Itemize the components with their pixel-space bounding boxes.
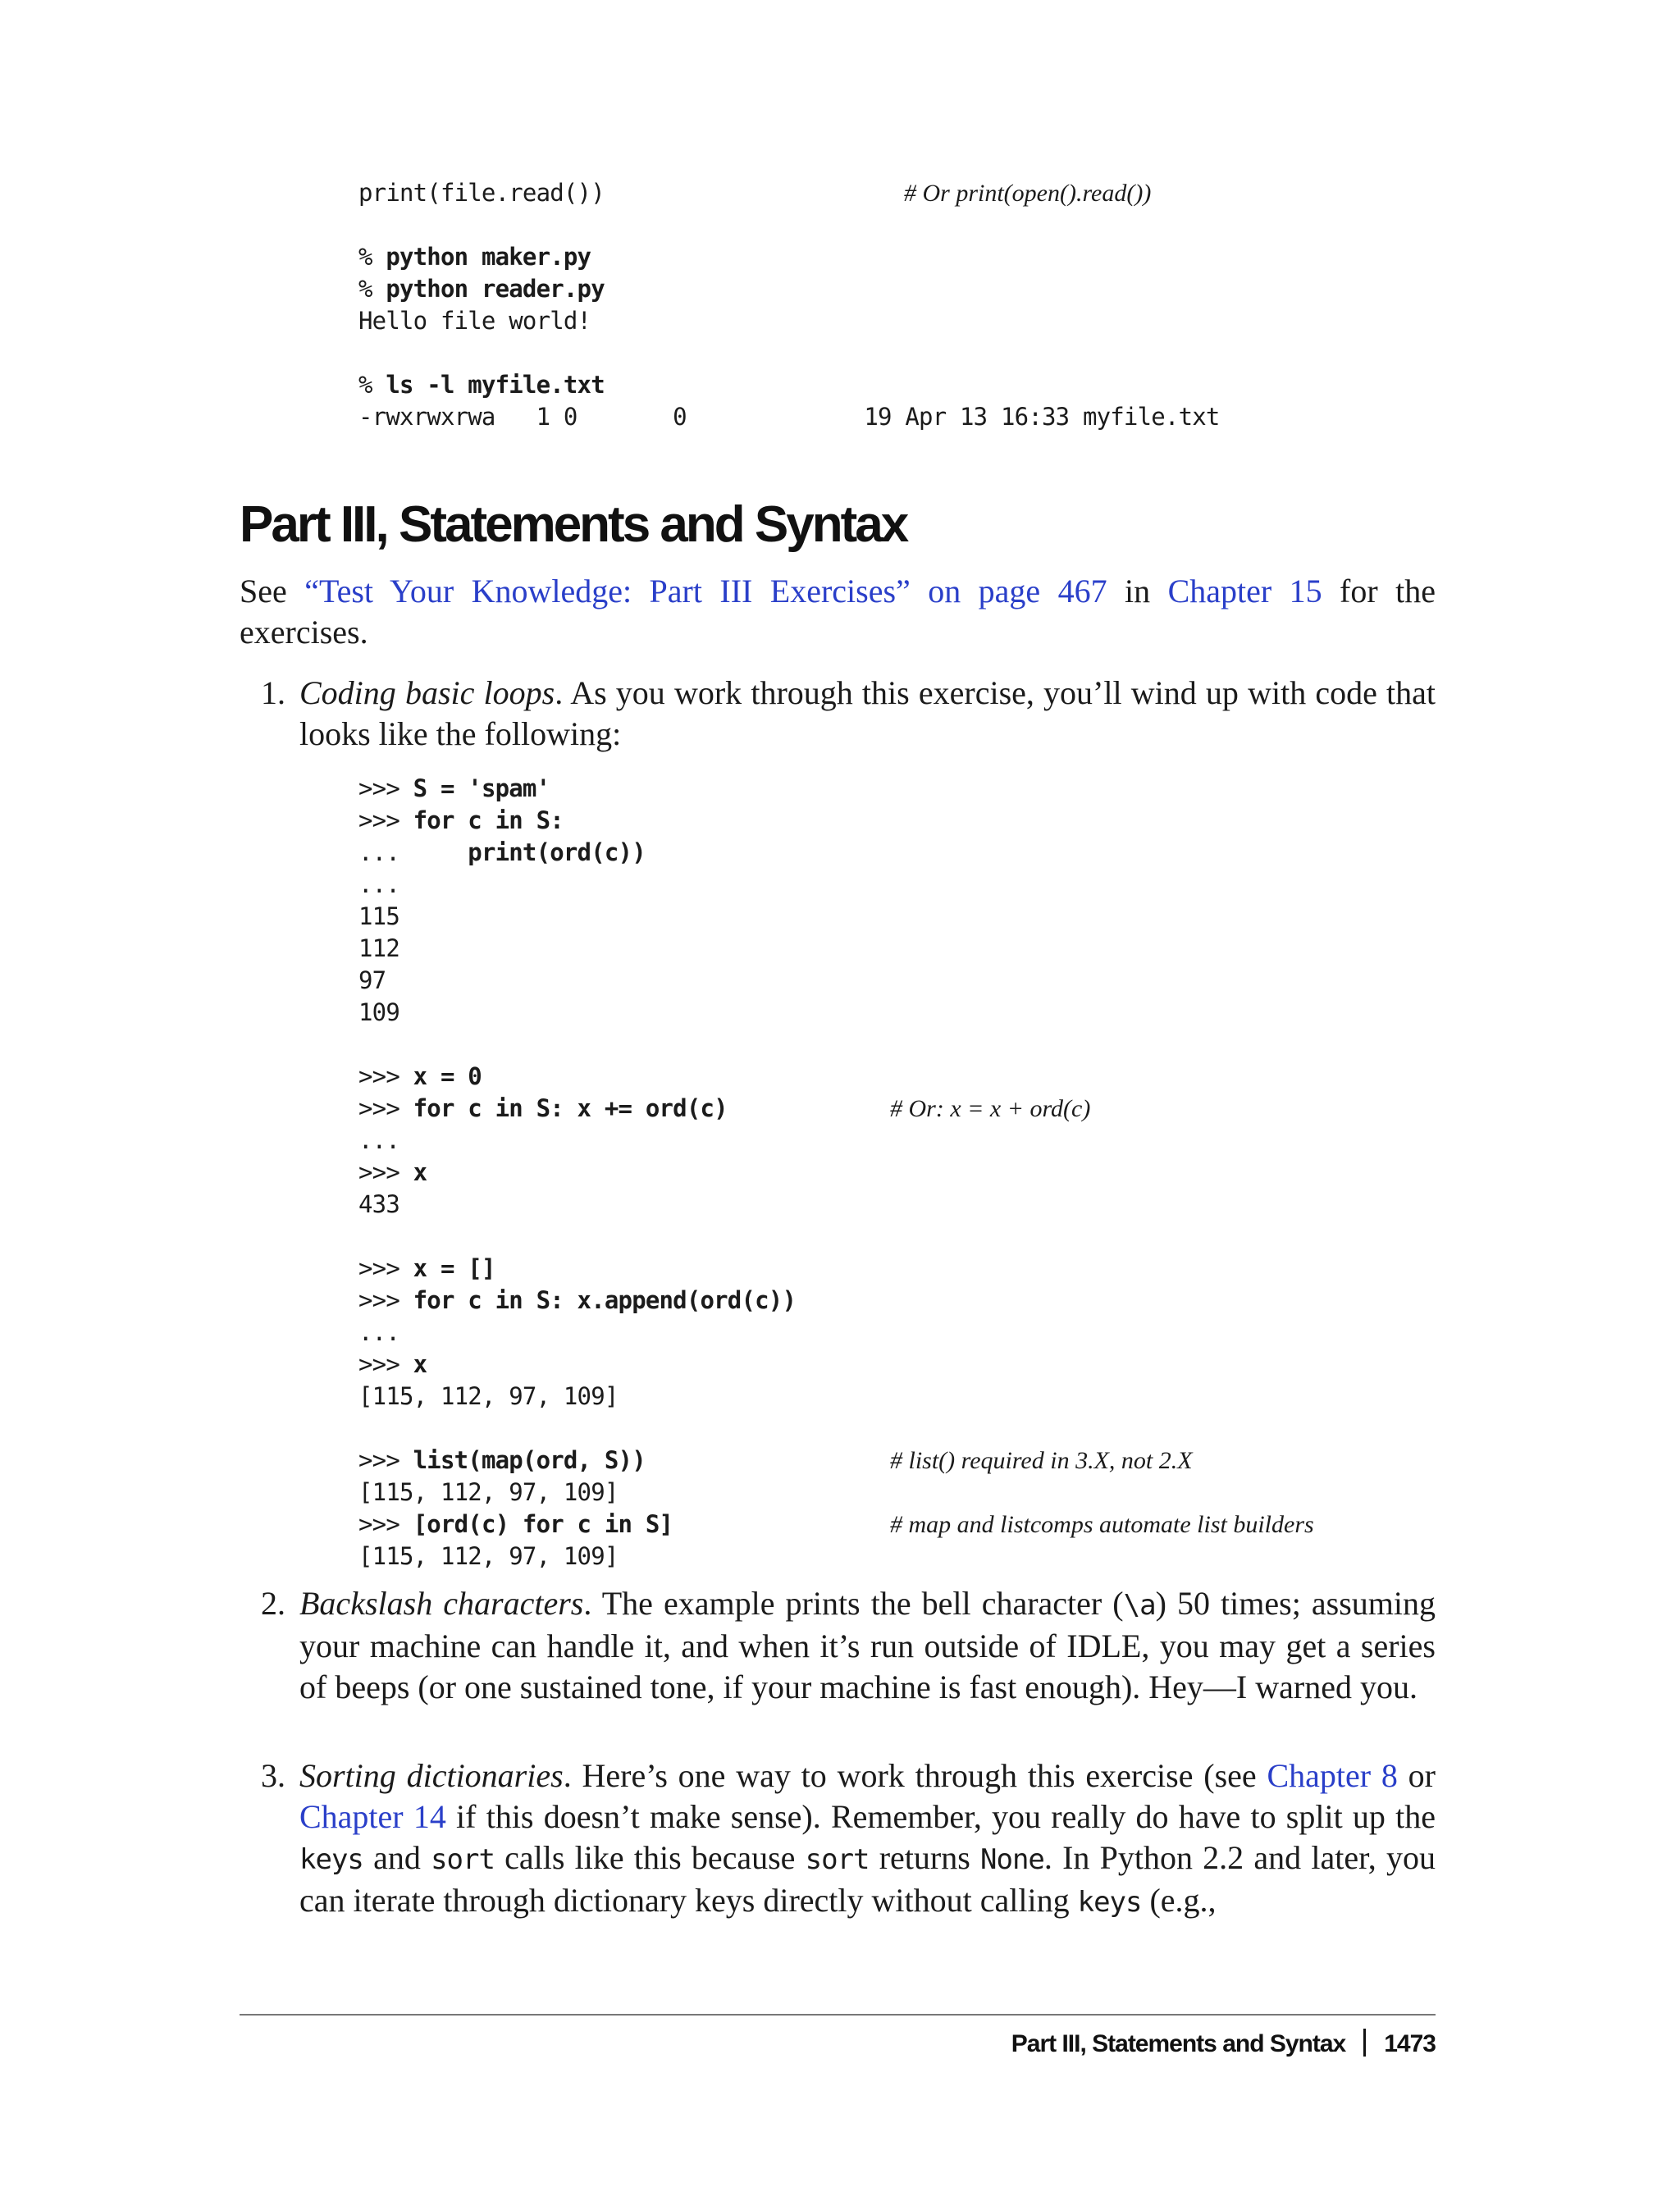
blank-line <box>358 1413 796 1445</box>
code-line: ... print(ord(c)) <box>358 838 646 866</box>
code-output: [115, 112, 97, 109] <box>358 1382 619 1410</box>
code-comment: # list() required in 3.X, not 2.X <box>890 1447 1193 1474</box>
code-comment: # map and listcomps automate list builders <box>890 1511 1314 1538</box>
item-2-paragraph: Backslash characters. The example prints the bell character (\a) 50 times; assuming your machine can handle it, and when it’s run outside of IDLE, you may get a series of beeps (or one sustained tone, if your machine is fast enough). Hey—I warned you. <box>299 1585 1436 1705</box>
inline-code: sort <box>805 1843 870 1876</box>
footer-rule <box>240 2014 1436 2016</box>
inline-code: \a <box>1123 1589 1156 1622</box>
inline-code: keys <box>299 1843 363 1876</box>
blank-line <box>358 1029 796 1061</box>
code-comment: # Or: x = x + ord(c) <box>890 1095 1091 1122</box>
code-line: print(file.read()) # Or print(open().read()) <box>358 177 1220 209</box>
code-line: % ls -l myfile.txt <box>358 371 605 399</box>
code-line: ... <box>358 870 399 898</box>
code-output: 115 <box>358 902 399 930</box>
section-heading: Part III, Statements and Syntax <box>240 496 907 553</box>
code-line: >>> x = 0 <box>358 1062 482 1090</box>
list-number: 3. <box>261 1757 285 1794</box>
list-number: 1. <box>261 674 285 711</box>
code-line: >>> list(map(ord, S)) # list() required in 3.X, not 2.X <box>358 1445 796 1477</box>
item-3-title: Sorting dictionaries <box>299 1757 564 1794</box>
code-line: >>> x <box>358 1350 427 1378</box>
page-footer <box>1011 2026 1436 2062</box>
code-line: % python reader.py <box>358 275 605 303</box>
code-output: 109 <box>358 998 399 1026</box>
code-output: -rwxrwxrwa 1 0 0 19 Apr 13 16:33 myfile.txt <box>358 403 1220 431</box>
blank-line <box>358 209 1220 241</box>
chapter-14-link[interactable]: Chapter 14 <box>299 1798 446 1835</box>
code-output: 97 <box>358 966 386 994</box>
chapter-15-link[interactable]: Chapter 15 <box>1167 573 1322 609</box>
code-block-loops <box>358 773 1314 1573</box>
code-comment: # Or print(open().read()) <box>904 180 1152 207</box>
blank-line <box>358 1221 796 1253</box>
code-line: >>> for c in S: x += ord(c) # Or: x = x + ord(c) <box>358 1093 796 1125</box>
blank-line <box>358 337 1220 369</box>
list-number: 2. <box>261 1585 285 1622</box>
code-line: >>> [ord(c) for c in S] # map and listcomps automate list builders <box>358 1509 796 1541</box>
code-line: ... <box>358 1126 399 1154</box>
item-1-title: Coding basic loops <box>299 674 555 711</box>
chapter-8-link[interactable]: Chapter 8 <box>1267 1757 1398 1794</box>
code-line: % python maker.py <box>358 243 591 271</box>
code-line: >>> S = 'spam' <box>358 774 550 802</box>
code-output: 433 <box>358 1190 399 1218</box>
code-block-file-demo <box>358 177 1220 433</box>
code-line: ... <box>358 1318 399 1346</box>
intro-paragraph: See “Test Your Knowledge: Part III Exercises” on page 467 in Chapter 15 for the exercises. <box>240 573 1436 651</box>
inline-code: None <box>980 1843 1044 1876</box>
item-2-title: Backslash characters <box>299 1585 584 1622</box>
page-number: 1473 <box>1384 2030 1436 2057</box>
code-line: >>> x = [] <box>358 1254 495 1282</box>
code-output: 112 <box>358 934 399 962</box>
footer-section-title: Part III, Statements and Syntax <box>1011 2030 1346 2057</box>
item-1-paragraph: Coding basic loops. As you work through this exercise, you’ll wind up with code that looks like the following: <box>299 674 1436 752</box>
code-output: [115, 112, 97, 109] <box>358 1478 619 1506</box>
footer-separator <box>1363 2029 1366 2057</box>
code-line: >>> for c in S: x.append(ord(c)) <box>358 1286 797 1314</box>
item-3-paragraph: Sorting dictionaries. Here’s one way to work through this exercise (see Chapter 8 or Chapter 14 if this doesn’t make sense). Remember, you really do have to split up the keys and sort calls like this because sort returns None. In Python 2.2 and later, you can iterate through dictionary keys directly without calling keys (e.g., <box>299 1757 1436 1919</box>
code-output: [115, 112, 97, 109] <box>358 1542 619 1570</box>
code-line: >>> for c in S: <box>358 806 564 834</box>
inline-code: sort <box>431 1843 495 1876</box>
code-line: >>> x <box>358 1158 427 1186</box>
exercises-link[interactable]: “Test Your Knowledge: Part III Exercises” on page 467 <box>304 573 1107 609</box>
code-output: Hello file world! <box>358 307 591 335</box>
inline-code: keys <box>1077 1886 1142 1919</box>
